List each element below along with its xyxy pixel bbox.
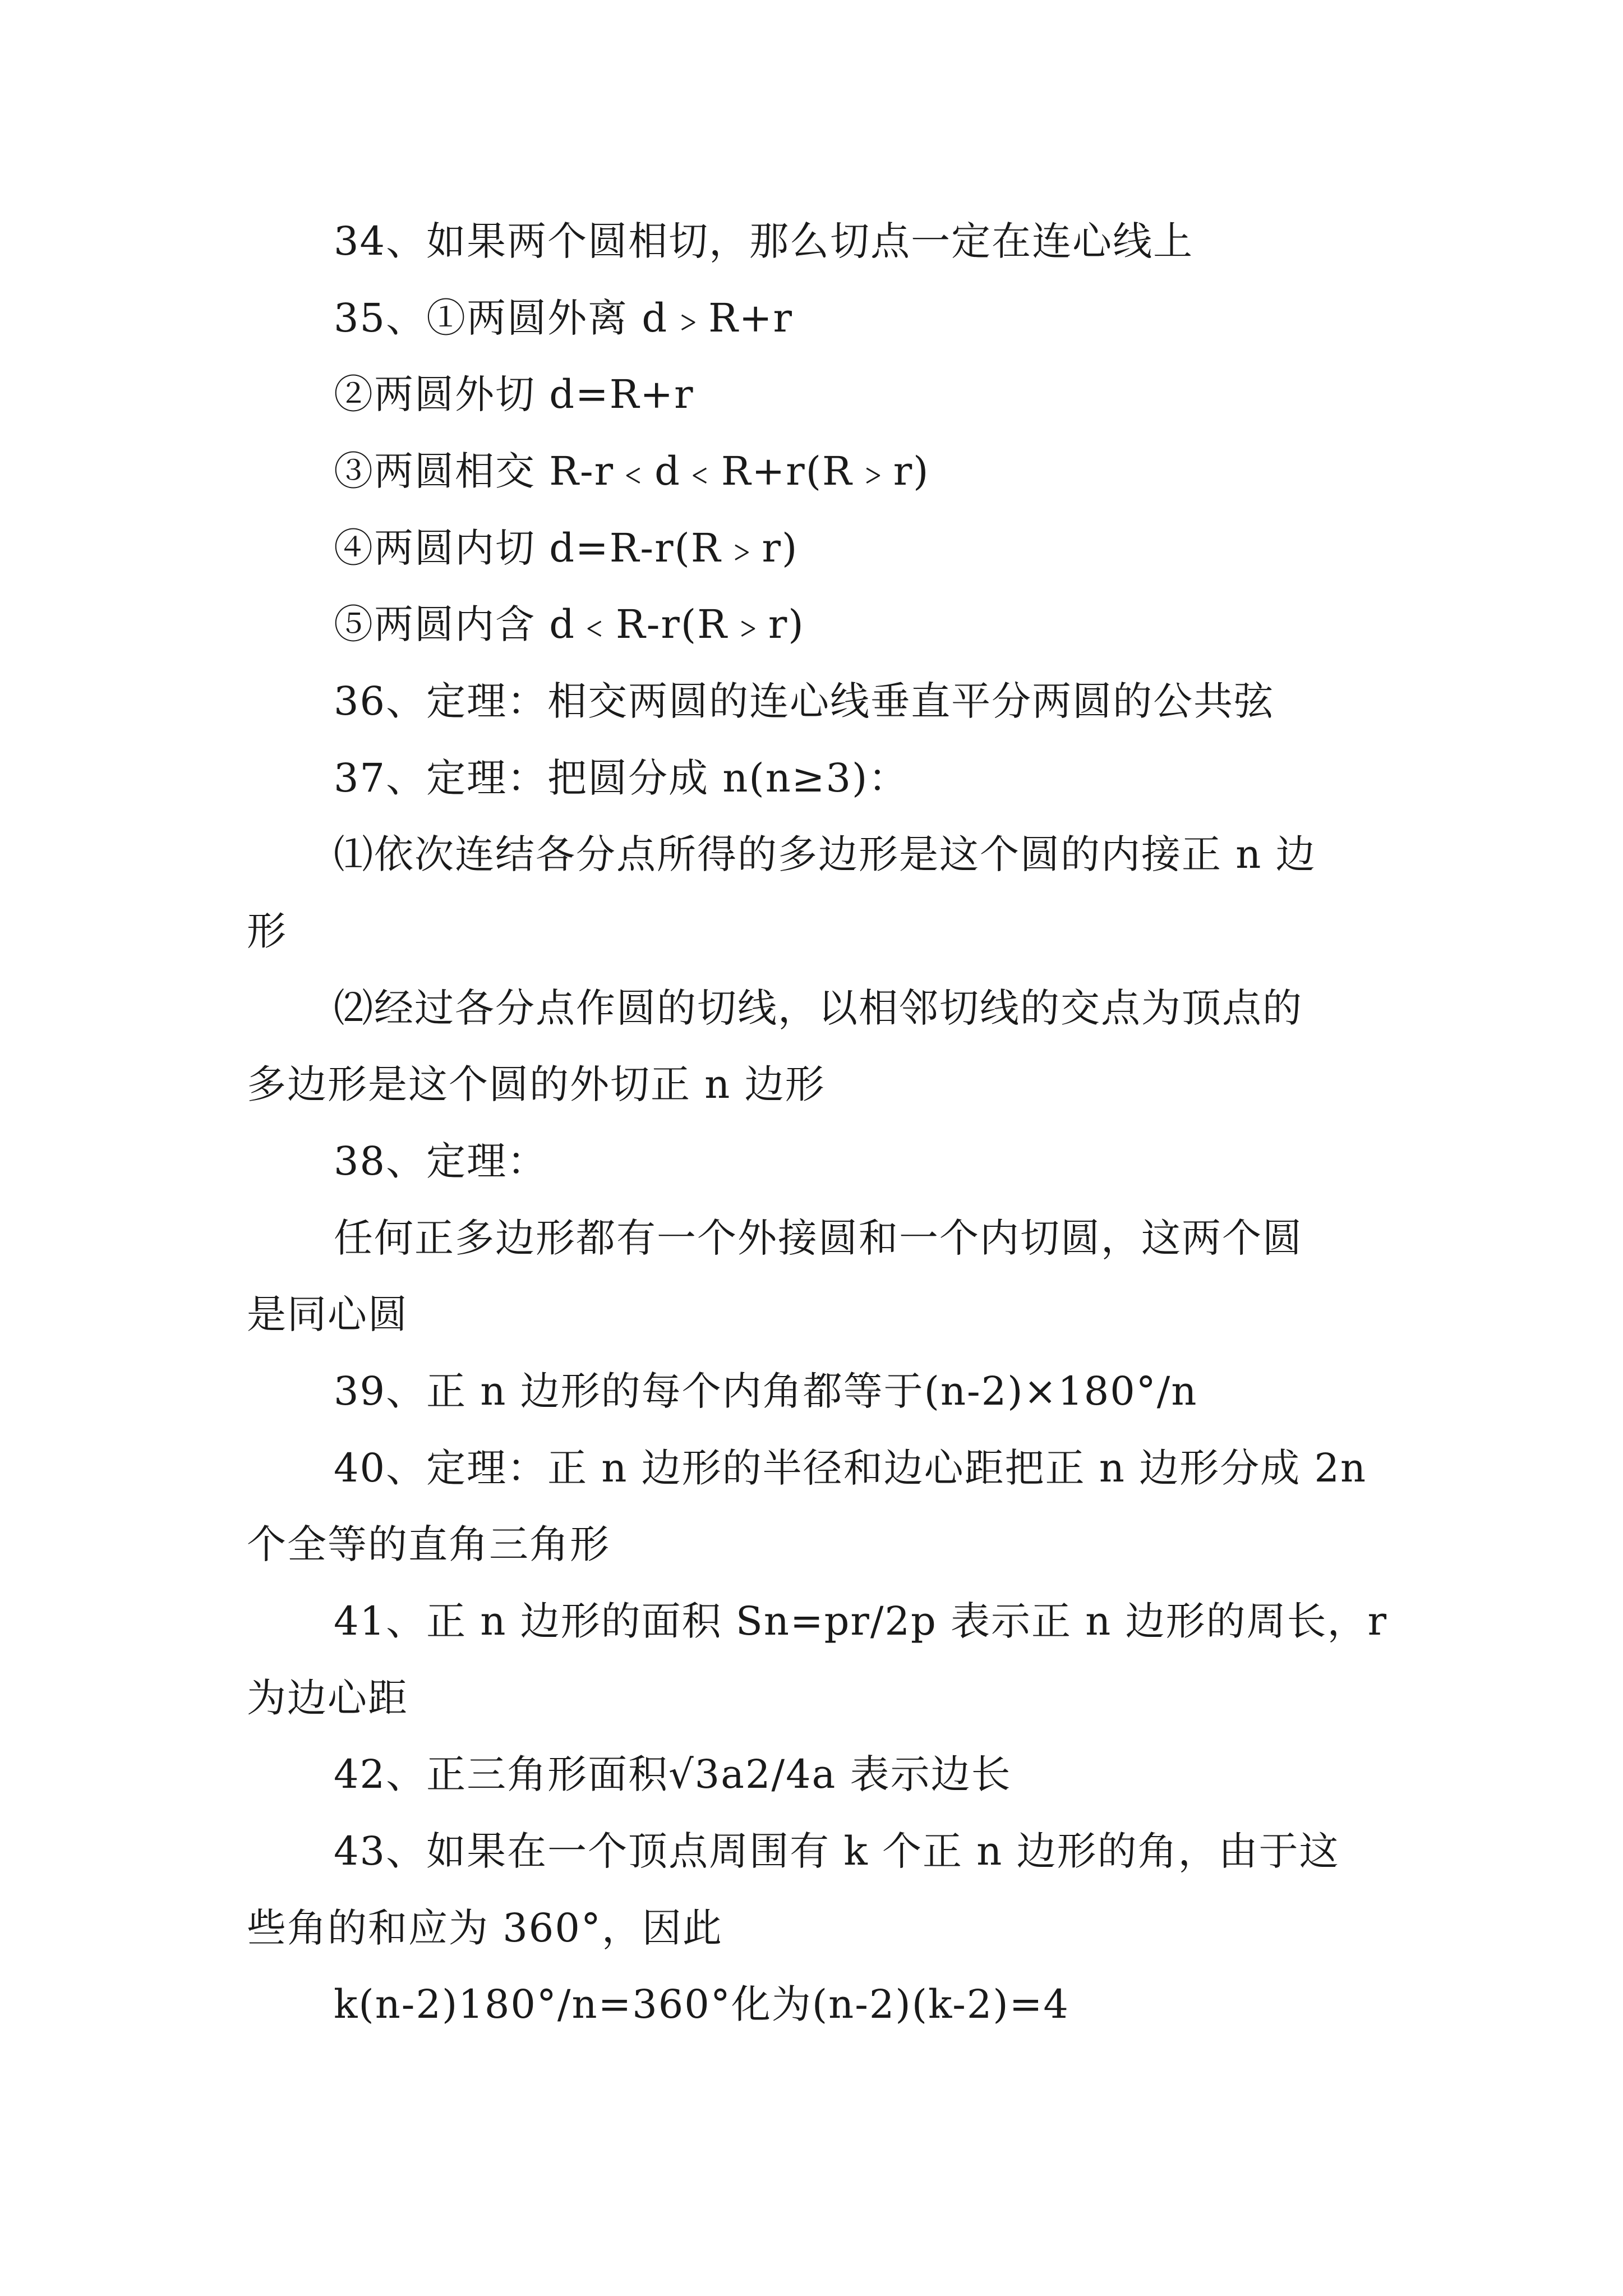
text-line: 36、定理：相交两圆的连心线垂直平分两圆的公共弦 <box>334 678 1275 724</box>
text-line: k(n-2)180°/n=360°化为(n-2)(k-2)=4 <box>334 1981 1069 2027</box>
text-line: 39、正 n 边形的每个内角都等于(n-2)×180°/n <box>334 1368 1198 1414</box>
text-line: ③两圆相交 R-r﹤d﹤R+r(R﹥r) <box>334 448 930 494</box>
text-line: ⑴依次连结各分点所得的多边形是这个圆的内接正 n 边 <box>334 831 1316 877</box>
text-line: 43、如果在一个顶点周围有 k 个正 n 边形的角，由于这 <box>334 1828 1340 1874</box>
text-line: 37、定理：把圆分成 n(n≥3)： <box>334 755 909 801</box>
text-line: ④两圆内切 d=R-r(R﹥r) <box>334 525 799 571</box>
text-line: 任何正多边形都有一个外接圆和一个内切圆，这两个圆 <box>334 1215 1303 1261</box>
text-line: 是同心圆 <box>247 1291 408 1337</box>
text-line: 34、如果两个圆相切，那么切点一定在连心线上 <box>334 218 1194 264</box>
text-line: 40、定理：正 n 边形的半径和边心距把正 n 边形分成 2n <box>334 1445 1367 1491</box>
text-line: ②两圆外切 d=R+r <box>334 371 694 417</box>
text-line: 38、定理： <box>334 1138 548 1184</box>
text-line: 为边心距 <box>247 1675 408 1721</box>
text-line: 41、正 n 边形的面积 Sn=pr/2p 表示正 n 边形的周长，r <box>334 1598 1388 1644</box>
text-line: ⑵经过各分点作圆的切线，以相邻切线的交点为顶点的 <box>334 985 1303 1031</box>
text-line: 多边形是这个圆的外切正 n 边形 <box>247 1061 826 1107</box>
text-line: 个全等的直角三角形 <box>247 1521 610 1567</box>
text-line: 形 <box>247 908 287 954</box>
text-line: 35、①两圆外离 d﹥R+r <box>334 295 793 341</box>
text-line: 些角的和应为 360°，因此 <box>247 1905 723 1951</box>
text-line: ⑤两圆内含 d﹤R-r(R﹥r) <box>334 601 805 647</box>
text-line: 42、正三角形面积√3a2/4a 表示边长 <box>334 1751 1012 1797</box>
